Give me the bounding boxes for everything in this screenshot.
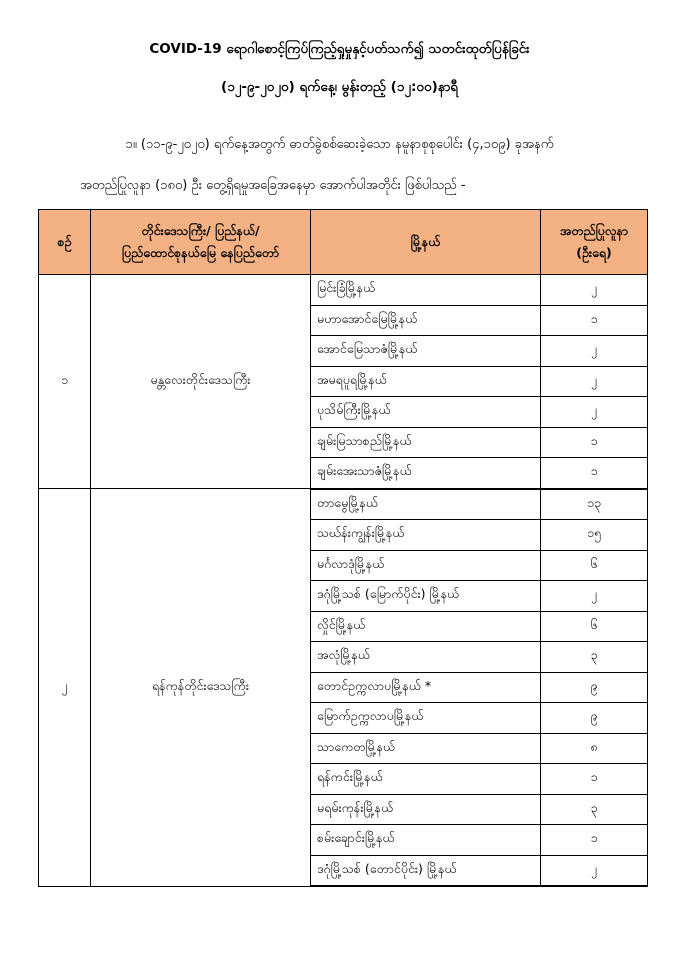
township-name: လှိုင်မြို့နယ် — [311, 611, 541, 642]
document-title: COVID-19 ရောဂါစောင့်ကြပ်ကြည့်ရှုမှုနှင့်ပတ်သက်၍ သတင်းထုတ်ပြန်ခြင်း — [149, 41, 530, 57]
header-region-line-1: တိုင်းဒေသကြီး/ ပြည်နယ်/ — [141, 223, 260, 238]
document-date: (၁၂-၉-၂၀၂၀) ရက်နေ့၊ မွန်းတည့် (၁၂:၀၀)နာရီ — [220, 79, 459, 95]
table-row — [39, 489, 648, 520]
table-header-row — [39, 210, 648, 275]
township-name: မင်္ဂလာဒုံမြို့နယ် — [311, 550, 541, 581]
header-region — [91, 210, 311, 275]
cases-table — [38, 209, 648, 887]
township-name: ချမ်းမြသာစည်မြို့နယ် — [311, 427, 541, 458]
township-name: တာမွေမြို့နယ် — [311, 489, 541, 520]
case-count: ၂ — [541, 336, 648, 367]
case-count: ၁ — [541, 764, 648, 795]
township-name: မရမ်းကုန်းမြို့နယ် — [311, 794, 541, 825]
township-name: တောင်ဥက္ကလာပမြို့နယ် * — [311, 672, 541, 703]
header-region-line-2: ပြည်ထောင်စုနယ်မြေ နေပြည်တော် — [121, 245, 280, 260]
case-count: ၂ — [541, 581, 648, 612]
township-name: ဒဂုံမြို့သစ် (တောင်ပိုင်း) မြို့နယ် — [311, 855, 541, 886]
township-name: ပုသိမ်ကြီးမြို့နယ် — [311, 397, 541, 428]
township-name: မြင်းခြံမြို့နယ် — [311, 275, 541, 306]
case-count: ၃ — [541, 642, 648, 673]
township-name: အမရပူရမြို့နယ် — [311, 366, 541, 397]
region-number: ၁ — [39, 275, 91, 489]
case-count: ၉ — [541, 703, 648, 734]
header-count-line-2: (ဦးရေ) — [576, 245, 612, 260]
case-count: ၂ — [541, 397, 648, 428]
township-name: အလုံမြို့နယ် — [311, 642, 541, 673]
intro-paragraph-line-1: ၁။ (၁၁-၉-၂၀၂၀) ရက်နေ့အတွက် ဓာတ်ခွဲစစ်ဆေးခဲ့သော နမူနာစုစုပေါင်း (၄,၁၀၉) ခုအနက် — [125, 137, 554, 152]
case-count: ၆ — [541, 550, 648, 581]
case-count: ၉ — [541, 672, 648, 703]
region-name: ရန်ကုန်တိုင်းဒေသကြီး — [91, 489, 311, 887]
table-body — [39, 275, 648, 887]
township-name: မဟာအောင်မြေမြို့နယ် — [311, 305, 541, 336]
case-count: ၆ — [541, 611, 648, 642]
table-row — [39, 275, 648, 306]
region-number: ၂ — [39, 489, 91, 887]
case-count: ၁ — [541, 427, 648, 458]
header-township: မြို့နယ် — [311, 210, 541, 275]
header-count — [541, 210, 648, 275]
case-count: ၃ — [541, 794, 648, 825]
case-count: ၁ — [541, 305, 648, 336]
case-count: ၁ — [541, 825, 648, 856]
township-name: သာကေတမြို့နယ် — [311, 733, 541, 764]
case-count: ၂ — [541, 855, 648, 886]
intro-paragraph-line-2: အတည်ပြုလူနာ (၁၈၀) ဦး တွေ့ရှိရမှုအခြေအနေမှာ အောက်ပါအတိုင်း ဖြစ်ပါသည် - — [80, 178, 466, 193]
case-count: ၁၃ — [541, 489, 648, 520]
region-name: မန္တလေးတိုင်းဒေသကြီး — [91, 275, 311, 489]
township-name: အောင်မြေသာဇံမြို့နယ် — [311, 336, 541, 367]
case-count: ၂ — [541, 366, 648, 397]
township-name: ချမ်းအေးသာဇံမြို့နယ် — [311, 458, 541, 489]
township-name: စမ်းချောင်းမြို့နယ် — [311, 825, 541, 856]
header-no: စဉ် — [39, 210, 91, 275]
township-name: သဃ်န်းကျွန်းမြို့နယ် — [311, 520, 541, 551]
township-name: ဒဂုံမြို့သစ် (မြောက်ပိုင်း) မြို့နယ် — [311, 581, 541, 612]
case-count: ၁၅ — [541, 520, 648, 551]
case-count: ၈ — [541, 733, 648, 764]
case-count: ၁ — [541, 458, 648, 489]
case-count: ၂ — [541, 275, 648, 306]
township-name: ရန်ကင်းမြို့နယ် — [311, 764, 541, 795]
header-count-line-1: အတည်ပြုလူနာ — [559, 223, 629, 238]
township-name: မြောက်ဥက္ကလာပမြို့နယ် — [311, 703, 541, 734]
